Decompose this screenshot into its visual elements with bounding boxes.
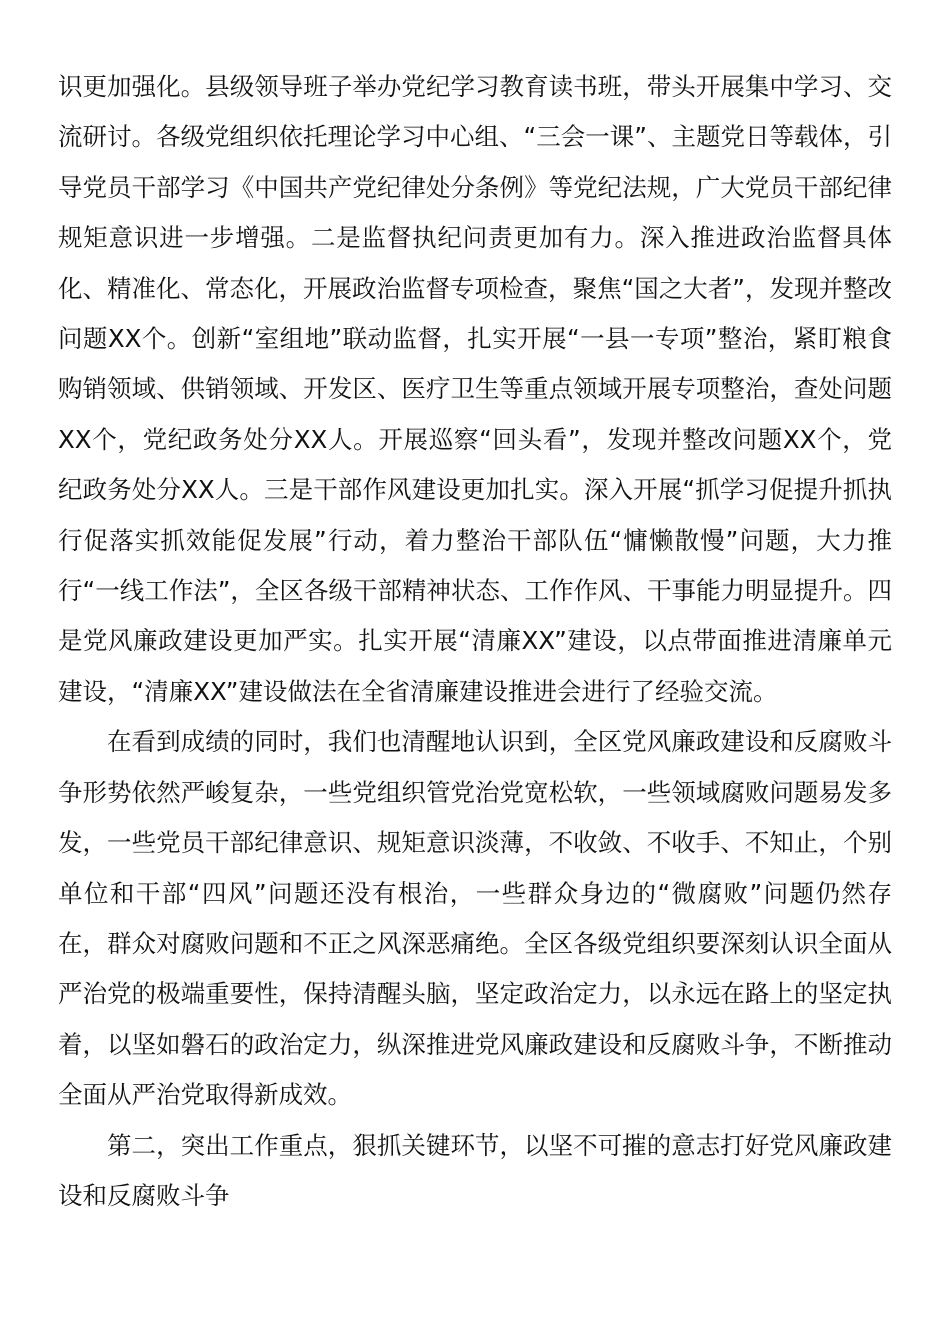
section-heading-second-point: 第二，突出工作重点，狠抓关键环节，以坚不可摧的意志打好党风廉政建设和反腐败斗争 xyxy=(58,1130,892,1210)
paragraph-achievements-continued: 识更加强化。县级领导班子举办党纪学习教育读书班，带头开展集中学习、交流研讨。各级党组织依托理论学习中心组、“三会一课”、主题党日等载体，引导党员干部学习《中国共产党纪律处分条例》等党纪法规，广大党员干部纪律规矩意识进一步增强。二是监督执纪问责更加有力。深入推进政治监督具体化、精准化、常态化，开展政治监督专项检查，聚焦“国之大者”，发现并整改问题XX个。创新“室组地”联动监督，扎实开展“一县一专项”整治，紧盯粮食购销领域、供销领域、开发区、医疗卫生等重点领域开展专项整治，查处问题XX个，党纪政务处分XX人。开展巡察“回头看”，发现并整改问题XX个，党纪政务处分XX人。三是干部作风建设更加扎实。深入开展“抓学习促提升抓执行促落实抓效能促发展”行动，着力整治干部队伍“慵懒散慢”问题，大力推行“一线工作法”，全区各级干部精神状态、工作作风、干事能力明显提升。四是党风廉政建设更加严实。扎实开展“清廉XX”建设，以点带面推进清廉单元建设，“清廉XX”建设做法在全省清廉建设推进会进行了经验交流。 xyxy=(58,72,892,706)
document-body xyxy=(58,62,892,1221)
paragraph-problems-analysis: 在看到成绩的同时，我们也清醒地认识到，全区党风廉政建设和反腐败斗争形势依然严峻复杂，一些党组织管党治党宽松软，一些领域腐败问题易发多发，一些党员干部纪律意识、规矩意识淡薄，不收敛、不收手、不知止，个别单位和干部“四风”问题还没有根治，一些群众身边的“微腐败”问题仍然存在，群众对腐败问题和不正之风深恶痛绝。全区各级党组织要深刻认识全面从严治党的极端重要性，保持清醒头脑，坚定政治定力，以永远在路上的坚定执着，以坚如磐石的政治定力，纵深推进党风廉政建设和反腐败斗争，不断推动全面从严治党取得新成效。 xyxy=(58,727,892,1110)
